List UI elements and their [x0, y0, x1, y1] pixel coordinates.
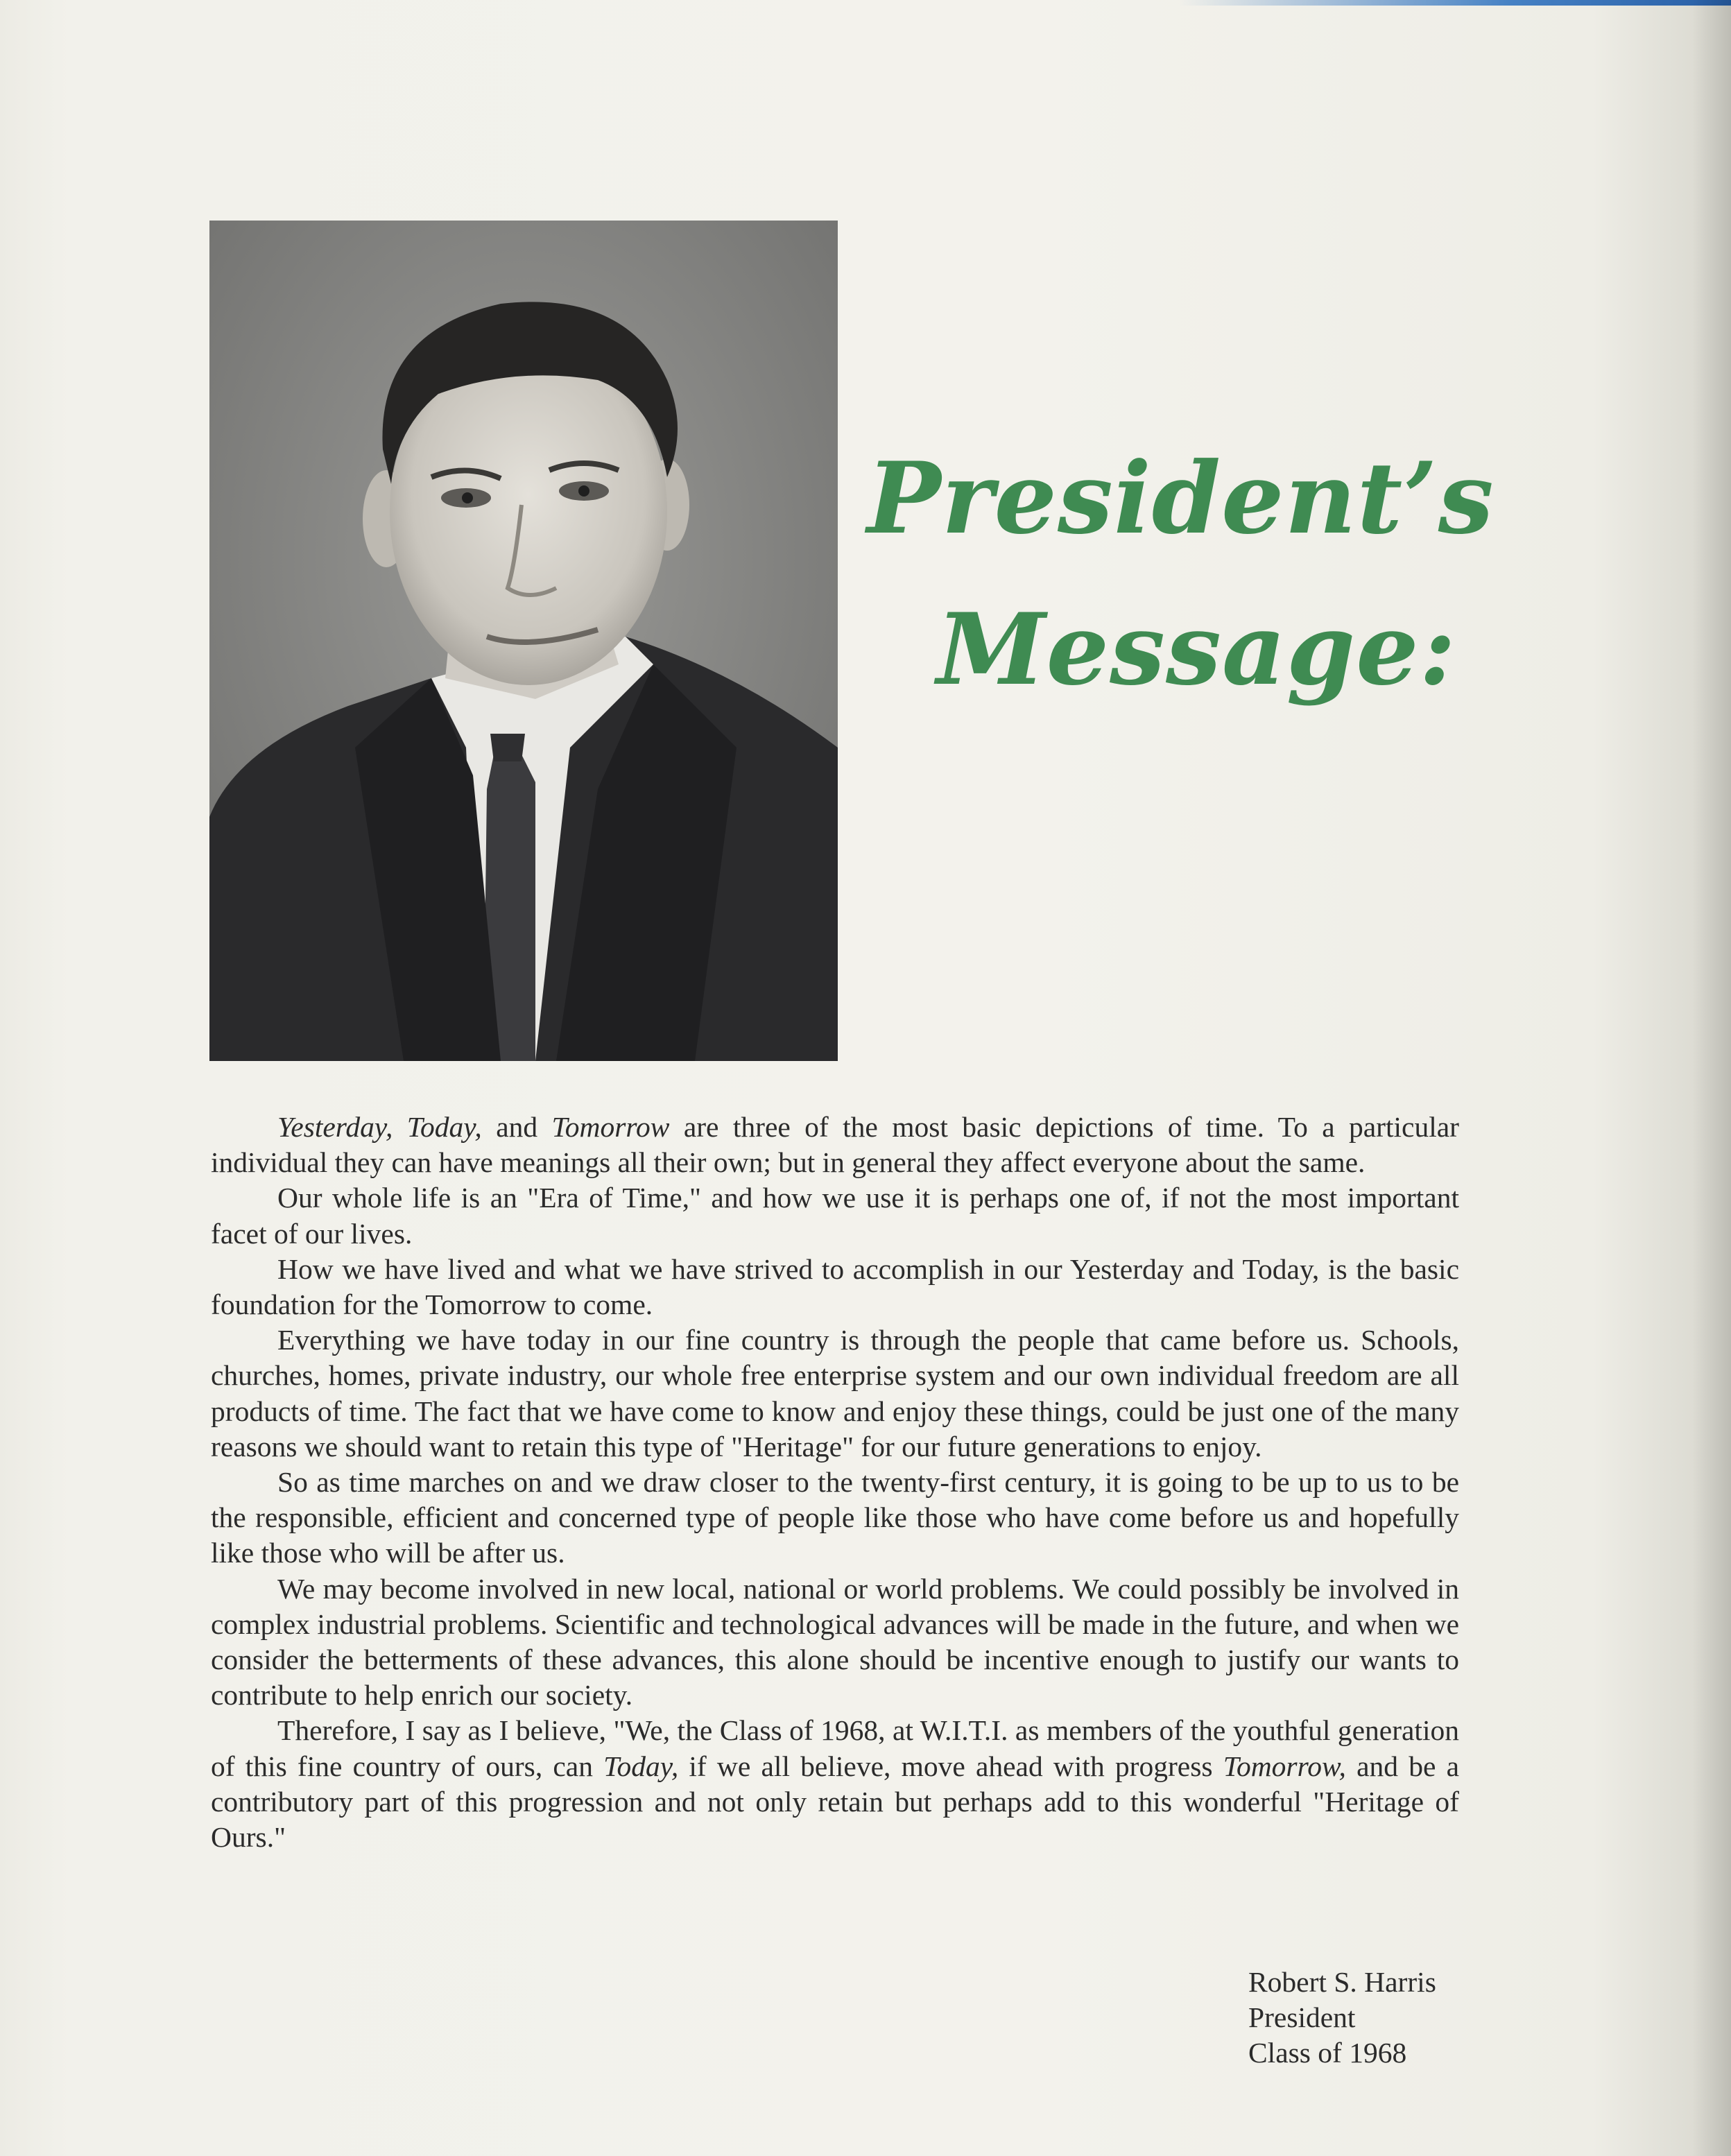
- paragraph-text: and: [481, 1111, 552, 1143]
- italic-phrase: Today,: [603, 1750, 679, 1782]
- signature-role: President: [1248, 2001, 1356, 2033]
- signature-block: [1248, 1965, 1436, 2071]
- paragraph-6: We may become involved in new local, national or world problems. We could possibly be involved in complex industrial problems. Scientific and technological advances will be made in the future, and when we consider the betterments of these advances, this alone should be incentive enough to justify our wants to contribute to help enrich our society.: [211, 1572, 1459, 1711]
- italic-phrase: Tomorrow: [551, 1111, 670, 1143]
- paragraph-text: are three of the most basic depictions of time. To a particular individual they can have meanings all their own; but in general they affect everyone about the same.: [211, 1111, 1459, 1179]
- page-top-edge: [1179, 0, 1731, 6]
- paragraph-text: if we all believe, move ahead with progress: [678, 1750, 1223, 1782]
- paragraph-4: Everything we have today in our fine country is through the people that came before us. Schools, churches, homes, private industry, our whole free enterprise system and our own individual freedom are all products of time. The fact that we have come to know and enjoy these things, could be just one of the many reasons we should want to retain this type of "Heritage" for our future generations to enjoy.: [211, 1324, 1459, 1463]
- title-line-2: Message:: [936, 592, 1456, 707]
- message-body: [211, 1110, 1459, 1855]
- paragraph-text: and be a contributory part of this progression and not only retain but perhaps add to this wonderful "Heritage of Ours.": [211, 1750, 1460, 1854]
- paragraph-text: Therefore, I say as I believe, "We, the Class of 1968, at W.I.T.I. as members of the youthful generation of this fine country of ours, can: [211, 1714, 1459, 1782]
- italic-phrase: Tomorrow,: [1223, 1750, 1346, 1782]
- paragraph-2: Our whole life is an "Era of Time," and how we use it is perhaps one of, if not the most important facet of our lives.: [211, 1182, 1459, 1250]
- paragraph-7: [211, 1713, 1459, 1855]
- signature-name: Robert S. Harris: [1248, 1966, 1436, 1998]
- portrait-photo: [209, 221, 838, 1061]
- paragraph-5: So as time marches on and we draw closer to the twenty-first century, it is going to be up to us to be the responsible, efficient and concerned type of people like those who have come before us and hopefully like those who will be after us.: [211, 1466, 1459, 1569]
- italic-phrase: Yesterday, Today,: [277, 1111, 482, 1143]
- page-binding-edge: [1692, 0, 1731, 2156]
- page-title: [867, 423, 1495, 725]
- paragraph-1: [211, 1110, 1459, 1180]
- paragraph-3: How we have lived and what we have strived to accomplish in our Yesterday and Today, is the basic foundation for the Tomorrow to come.: [211, 1252, 1459, 1321]
- signature-class: Class of 1968: [1248, 2037, 1407, 2069]
- title-line-1: President’s: [867, 441, 1495, 556]
